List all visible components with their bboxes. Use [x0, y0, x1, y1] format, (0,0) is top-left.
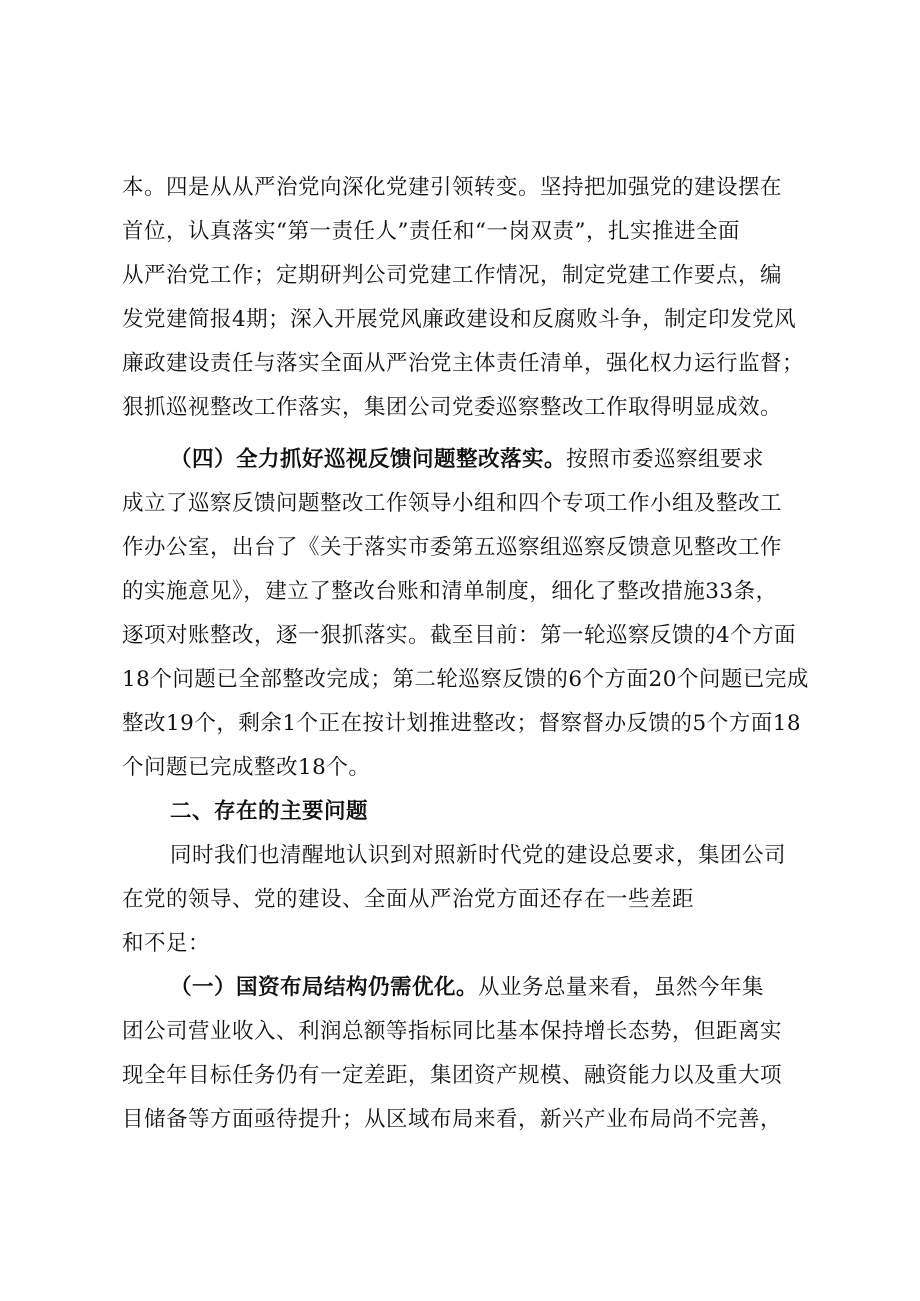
body-text: 整改19个，剩余1个正在按计划推进整改；督察督办反馈的5个方面18 [122, 711, 802, 736]
text-line [170, 792, 368, 832]
text-line [122, 1012, 782, 1052]
text-line [170, 836, 786, 876]
text-line [122, 1056, 782, 1096]
text-line [122, 344, 804, 384]
text-line [122, 212, 740, 252]
body-text: 本。四是从从严治党向深化党建引领转变。坚持把加强党的建设摆在 [122, 175, 783, 200]
text-line [122, 168, 782, 208]
text-line [122, 880, 694, 920]
text-line [122, 484, 782, 524]
text-line [170, 968, 764, 1008]
body-text: 从严治党工作；定期研判公司党建工作情况，制定党建工作要点，编 [122, 263, 783, 288]
text-line [122, 388, 782, 428]
text-line [122, 528, 782, 568]
body-text: 按照市委巡察组要求 [566, 447, 765, 472]
body-text: 和不足： [122, 931, 211, 956]
body-text: 同时我们也清醒地认识到对照新时代党的建设总要求，集团公司 [170, 843, 787, 868]
body-text: 首位，认真落实“第一责任人”责任和“一岗双责”，扎实推进全面 [122, 219, 740, 244]
body-text: 逐项对账整改，逐一狠抓落实。截至目前：第一轮巡察反馈的4个方面 [122, 623, 797, 648]
body-text: 发党建简报4期；深入开展党风廉政建设和反腐败斗争，制定印发党风 [122, 307, 797, 332]
text-line [122, 748, 370, 788]
body-text: 在党的领导、党的建设、全面从严治党方面还存在一些差距 [122, 887, 695, 912]
text-line [122, 660, 809, 700]
text-line [122, 924, 210, 964]
body-text: 的实施意见》，建立了整改台账和清单制度，细化了整改措施33条， [122, 579, 778, 604]
text-line [122, 300, 796, 340]
body-text: 廉政建设责任与落实全面从严治党主体责任清单，强化权力运行监督； [122, 351, 805, 376]
body-text: 团公司营业收入、利润总额等指标同比基本保持增长态势，但距离实 [122, 1019, 783, 1044]
text-line [122, 572, 778, 612]
text-line [170, 440, 764, 480]
text-line [122, 704, 801, 744]
text-line [122, 1100, 782, 1140]
text-line [122, 616, 796, 656]
heading-text: （一）国资布局结构仍需优化。 [170, 975, 479, 1000]
body-text: 成立了巡察反馈问题整改工作领导小组和四个专项工作小组及整改工 [122, 491, 783, 516]
body-text: 个问题已完成整改18个。 [122, 755, 371, 780]
heading-text: （四）全力抓好巡视反馈问题整改落实。 [170, 447, 567, 472]
body-text: 目储备等方面亟待提升；从区域布局来看，新兴产业布局尚不完善， [122, 1107, 783, 1132]
body-text: 从业务总量来看，虽然今年集 [478, 975, 765, 1000]
body-text: 作办公室，出台了《关于落实市委第五巡察组巡察反馈意见整改工作 [122, 535, 783, 560]
body-text: 18个问题已全部整改完成；第二轮巡察反馈的6个方面20个问题已完成 [122, 667, 809, 692]
heading-text: 二、存在的主要问题 [170, 799, 369, 824]
body-text: 现全年目标任务仍有一定差距，集团资产规模、融资能力以及重大项 [122, 1063, 783, 1088]
text-line [122, 256, 782, 296]
body-text: 狠抓巡视整改工作落实，集团公司党委巡察整改工作取得明显成效。 [122, 395, 783, 420]
